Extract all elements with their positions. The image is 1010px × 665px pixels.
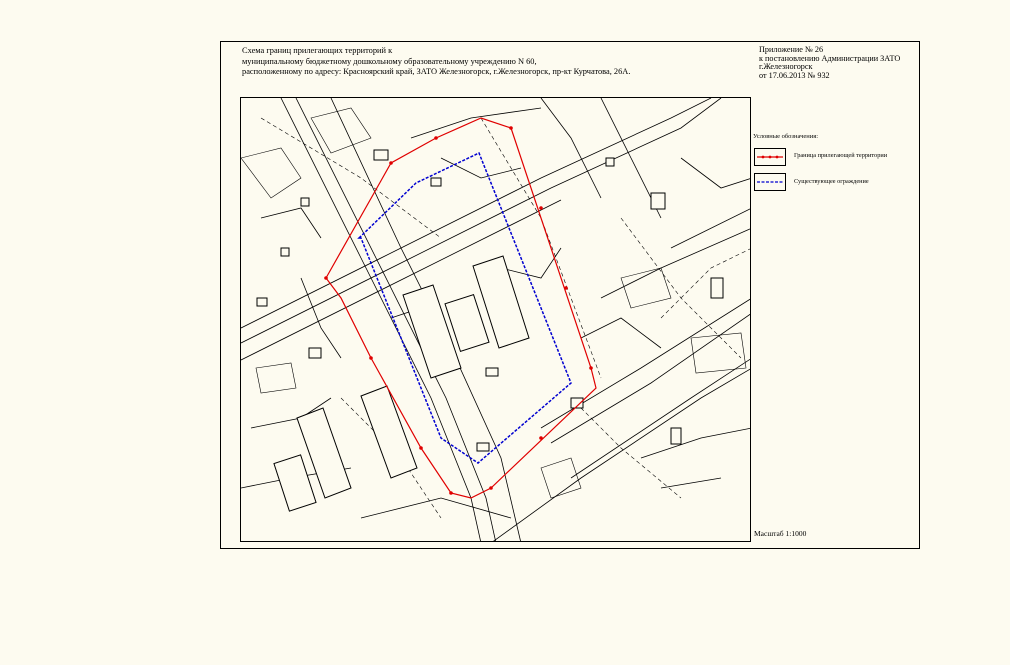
map-sheet	[220, 41, 920, 549]
legend-label-boundary: Граница прилегающей территории	[794, 152, 888, 159]
appendix-line-3: г.Железногорск	[759, 62, 813, 72]
title-line-3: расположенному по адресу: Красноярский край, ЗАТО Железногорск, г.Железногорск, пр-кт Курчатова, 26А.	[242, 67, 631, 77]
legend-title: Условные обозначения:	[753, 133, 819, 140]
appendix-line-2: к постановлению Администрации ЗАТО	[759, 53, 901, 63]
map-scale: Масштаб 1:1000	[754, 529, 807, 538]
map-title	[242, 46, 742, 78]
appendix-note	[759, 46, 919, 80]
title-line-1: Схема границ прилегающих территорий к	[242, 46, 393, 55]
boundary-swatch-icon	[755, 149, 785, 165]
legend-label-fence: Существующее ограждение	[794, 178, 869, 185]
site-plan-drawing	[241, 98, 751, 542]
appendix-line-4: от 17.06.2013 № 932	[759, 70, 830, 80]
legend-swatch-boundary	[754, 148, 786, 166]
appendix-line-1: Приложение № 26	[759, 45, 824, 54]
title-line-2: муниципальному бюджетному дошкольному образовательному учреждению N 60,	[242, 56, 537, 66]
site-plan-map	[240, 97, 751, 542]
building-footprints	[257, 150, 723, 511]
legend-swatch-fence	[754, 173, 786, 191]
fence-swatch-icon	[755, 174, 785, 190]
